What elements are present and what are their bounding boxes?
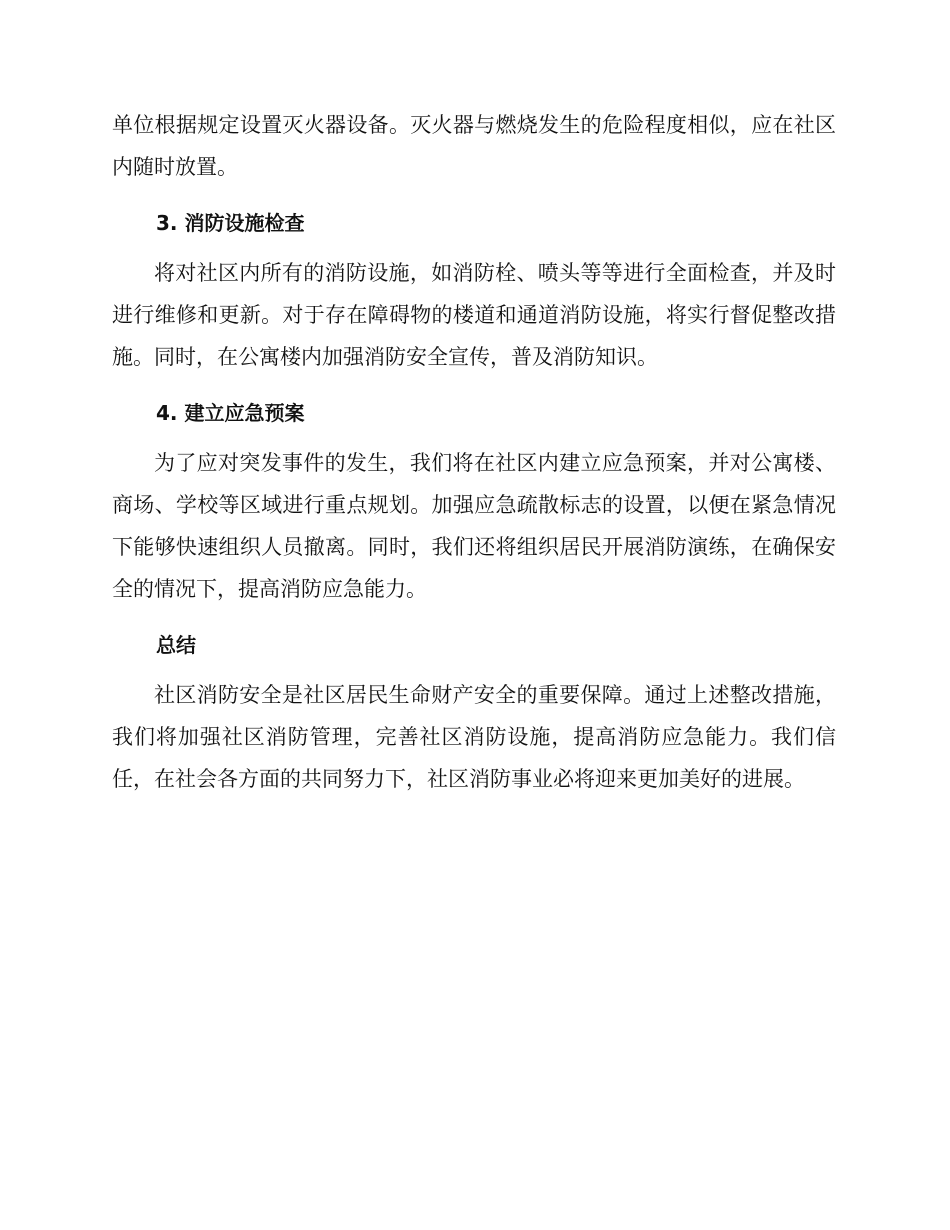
paragraph-facility-inspection: 将对社区内所有的消防设施，如消防栓、喷头等等进行全面检查，并及时进行维修和更新。对于存在障碍物的楼道和通道消防设施，将实行督促整改措施。同时，在公寓楼内加强消防安全宣传，普及消防知识。 (112, 261, 836, 369)
paragraph-summary: 社区消防安全是社区居民生命财产安全的重要保障。通过上述整改措施，我们将加强社区消防管理，完善社区消防设施，提高消防应急能力。我们信任，在社会各方面的共同努力下，社区消防事业必将迎来更加美好的进展。 (112, 683, 836, 791)
section-heading-facility-inspection: 3. 消防设施检查 (156, 211, 305, 235)
section-heading-emergency-plan: 4. 建立应急预案 (156, 401, 305, 425)
section-heading-summary: 总结 (156, 633, 196, 657)
paragraph-continued: 单位根据规定设置灭火器设备。灭火器与燃烧发生的危险程度相似，应在社区内随时放置。 (112, 113, 836, 179)
document-page (112, 104, 836, 800)
paragraph-emergency-plan: 为了应对突发事件的发生，我们将在社区内建立应急预案，并对公寓楼、商场、学校等区域进行重点规划。加强应急疏散标志的设置，以便在紧急情况下能够快速组织人员撤离。同时，我们还将组织居民开展消防演练，在确保安全的情况下，提高消防应急能力。 (112, 451, 836, 601)
